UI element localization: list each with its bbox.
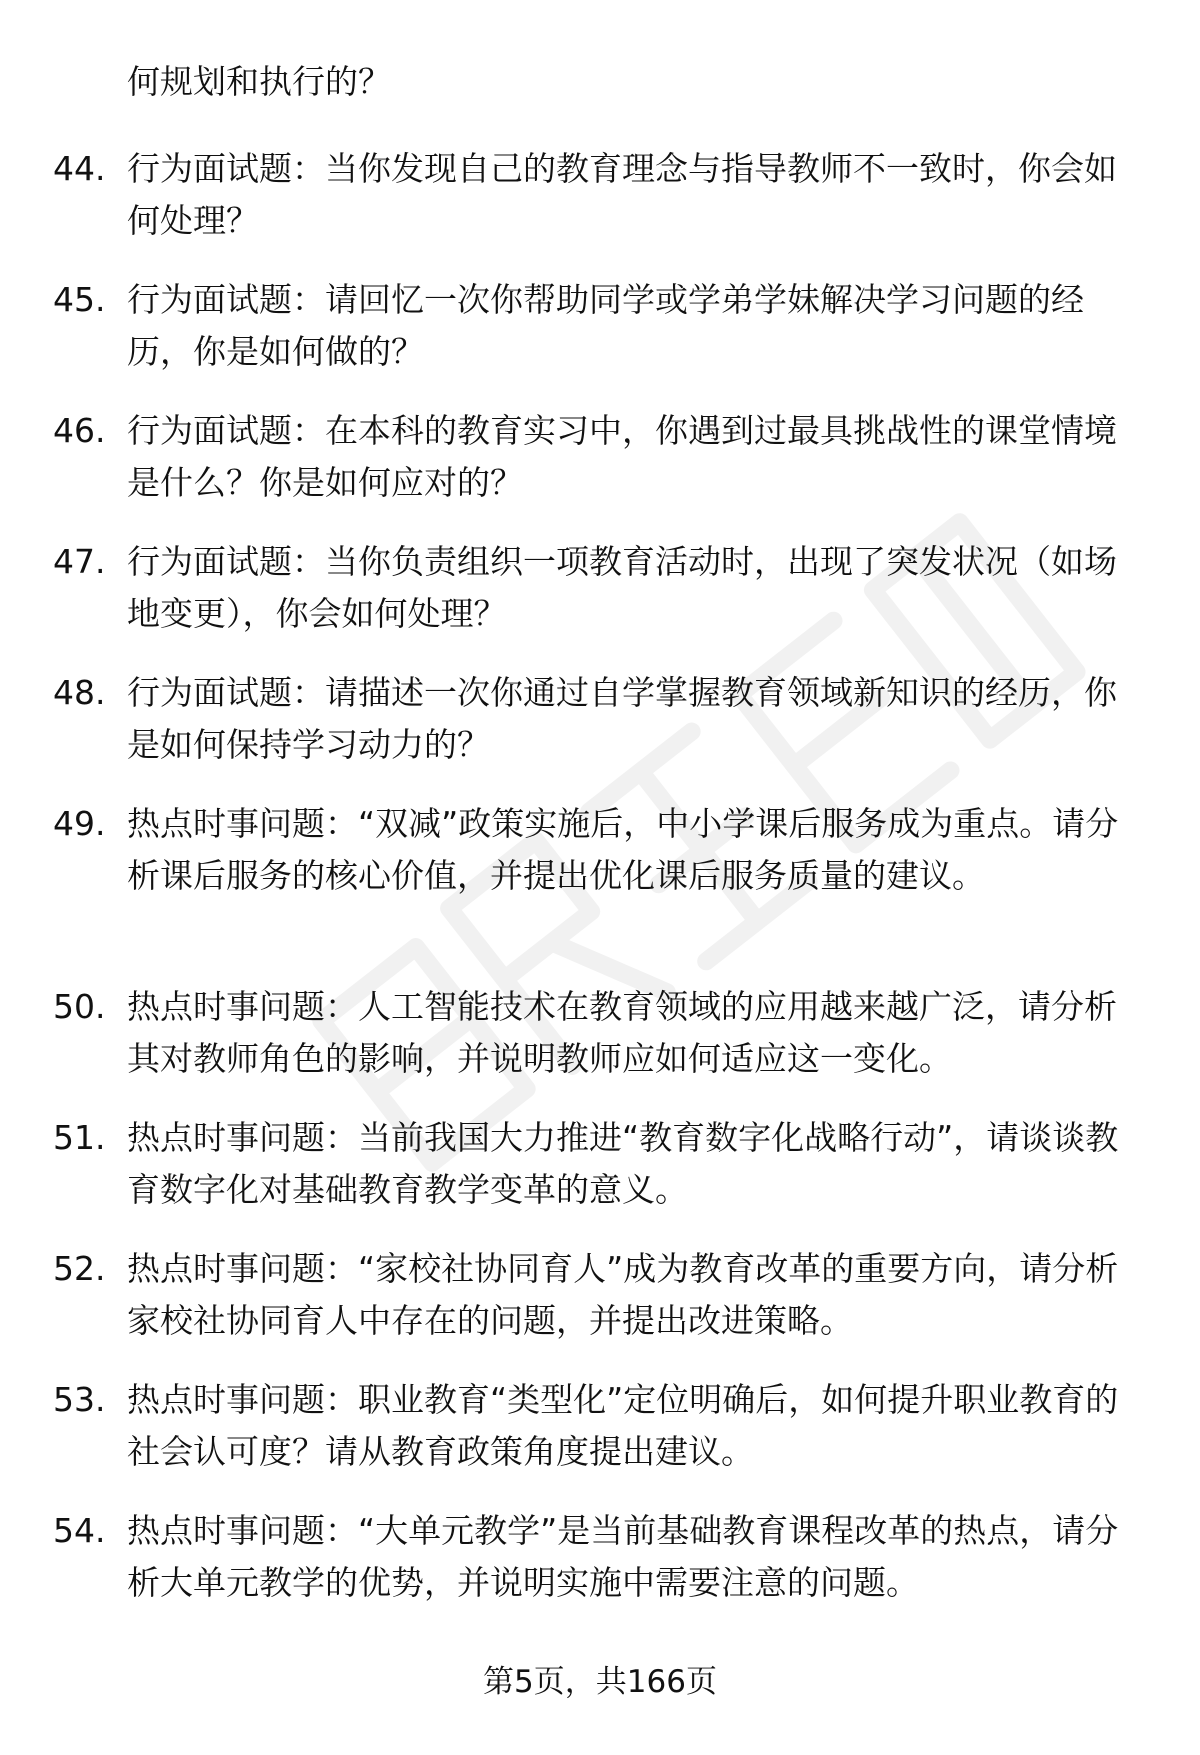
question-list — [0, 143, 1200, 1636]
list-item — [0, 143, 1200, 247]
question-text: 热点时事问题：当前我国大力推进“教育数字化战略行动”，请谈谈教育数字化对基础教育教学变革的意义。 — [127, 1118, 1119, 1209]
question-number: 45. — [53, 280, 106, 319]
question-text: 行为面试题：请回忆一次你帮助同学或学弟学妹解决学习问题的经历，你是如何做的？ — [127, 280, 1084, 371]
question-text: 热点时事问题：“家校社协同育人”成为教育改革的重要方向，请分析家校社协同育人中存在的问题，并提出改进策略。 — [127, 1249, 1119, 1340]
list-item — [0, 405, 1200, 509]
question-number: 53. — [53, 1380, 106, 1419]
question-text: 行为面试题：在本科的教育实习中，你遇到过最具挑战性的课堂情境是什么？你是如何应对的？ — [127, 411, 1117, 502]
list-item — [0, 1112, 1200, 1216]
list-item — [0, 1243, 1200, 1347]
question-text: 热点时事问题：职业教育“类型化”定位明确后，如何提升职业教育的社会认可度？请从教育政策角度提出建议。 — [127, 1380, 1119, 1471]
question-text: 热点时事问题：人工智能技术在教育领域的应用越来越广泛，请分析其对教师角色的影响，并说明教师应如何适应这一变化。 — [127, 987, 1117, 1078]
continuation-text: 何规划和执行的？ — [127, 62, 391, 101]
list-item — [0, 536, 1200, 640]
list-item — [0, 1374, 1200, 1478]
question-number: 52. — [53, 1249, 106, 1288]
page-footer: 第5页，共166页 — [483, 1664, 717, 1700]
question-text: 行为面试题：请描述一次你通过自学掌握教育领域新知识的经历，你是如何保持学习动力的？ — [127, 673, 1117, 764]
list-item — [0, 981, 1200, 1085]
list-item — [0, 1505, 1200, 1609]
question-number: 50. — [53, 987, 106, 1026]
question-number: 51. — [53, 1118, 106, 1157]
list-item — [0, 274, 1200, 378]
question-number: 46. — [53, 411, 106, 450]
question-text: 热点时事问题：“双减”政策实施后，中小学课后服务成为重点。请分析课后服务的核心价值，并提出优化课后服务质量的建议。 — [127, 804, 1119, 895]
question-number: 54. — [53, 1511, 106, 1550]
question-text: 行为面试题：当你负责组织一项教育活动时，出现了突发状况（如场地变更），你会如何处理？ — [127, 542, 1117, 633]
question-number: 48. — [53, 673, 106, 712]
question-text: 热点时事问题：“大单元教学”是当前基础教育课程改革的热点，请分析大单元教学的优势，并说明实施中需要注意的问题。 — [127, 1511, 1119, 1602]
list-item — [0, 667, 1200, 771]
question-text: 行为面试题：当你发现自己的教育理念与指导教师不一致时，你会如何处理？ — [127, 149, 1117, 240]
question-number: 49. — [53, 804, 106, 843]
question-number: 44. — [53, 149, 106, 188]
question-number: 47. — [53, 542, 106, 581]
list-item — [0, 798, 1200, 954]
